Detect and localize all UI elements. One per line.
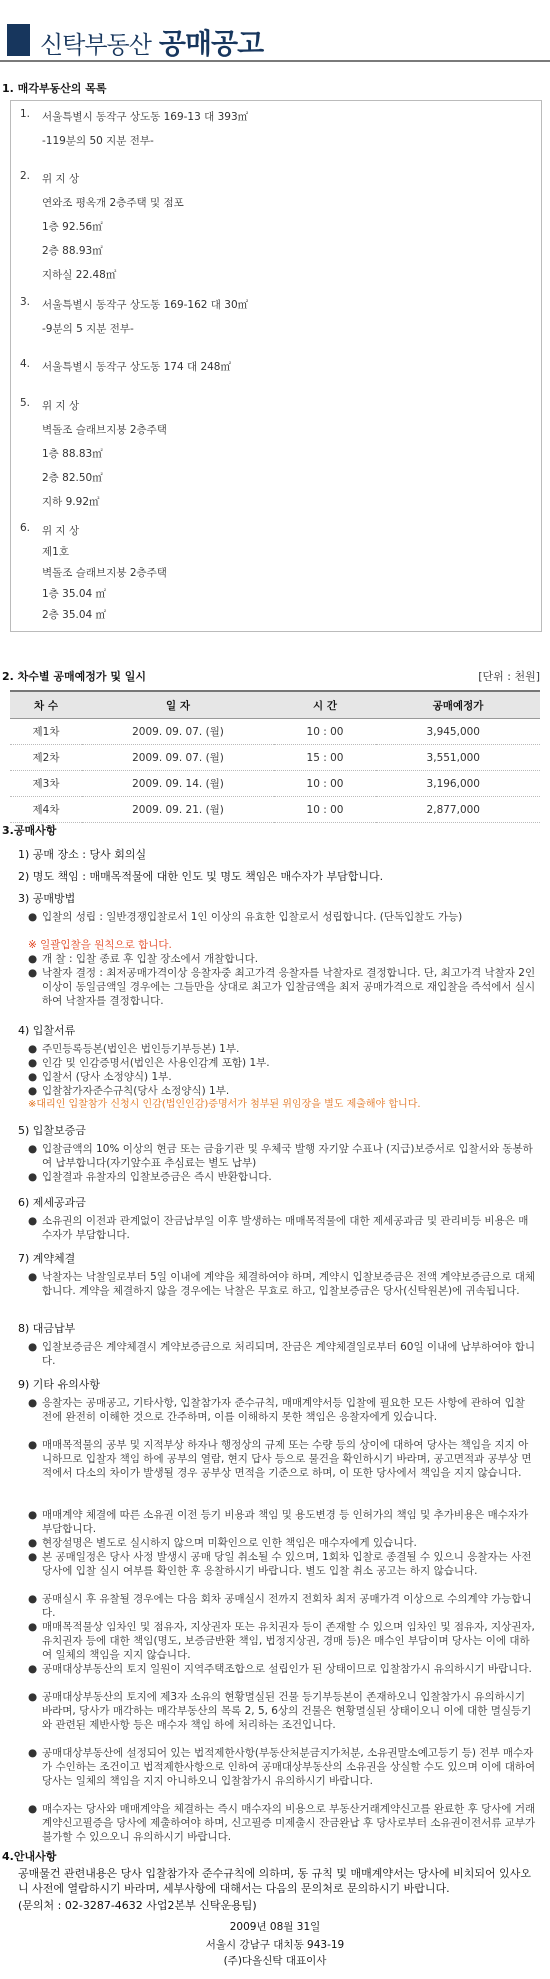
table-row (10, 797, 540, 823)
schedule-table (10, 692, 540, 823)
sub-taxes: 6) 제세공과금 (18, 1196, 86, 1209)
bullet-icon: ● (28, 1043, 38, 1055)
item-line: 1층 92.56㎡ (42, 221, 103, 233)
item-line: 지하 9.92㎡ (42, 496, 100, 508)
bullet-icon: ● (28, 1663, 38, 1675)
bullet-icon: ● (28, 1143, 38, 1155)
header (0, 0, 550, 60)
bullet-icon: ● (28, 1621, 38, 1633)
col-header: 차 수 (10, 692, 82, 719)
item-line: 서울특별시 동작구 상도동 169-13 대 393㎡ (42, 111, 249, 123)
sub-deposit: 5) 입찰보증금 (18, 1124, 86, 1137)
bullet-icon: ● (28, 1509, 38, 1521)
title-bold: 공매공고 (158, 27, 264, 60)
item-line: 2층 35.04 ㎡ (42, 609, 107, 621)
bullet-icon: ● (28, 1397, 38, 1409)
sub-venue: 1) 공매 장소 : 당사 회의실 (18, 848, 147, 861)
section2-title: 2. 차수별 공매예정가 및 일시 (2, 670, 147, 683)
footer-date: 2009년 08월 31일 (229, 1921, 321, 1933)
col-header: 공매예정가 (376, 692, 540, 719)
cell-date: 2009. 09. 21. (월) (82, 797, 274, 823)
guide-text: 공매물건 관련내용은 당사 입찰참가자 준수규칙에 의하며, 동 규칙 및 매매계약서는 당사에 비치되어 있사오니 사전에 열람하시기 바라며, 세부사항에 대해서는 다음의 문의처로 문의하시기 바랍니다. (18, 1867, 531, 1895)
cell-date: 2009. 09. 14. (월) (82, 771, 274, 797)
table-header-row (10, 692, 540, 719)
item-number: 2. (20, 170, 31, 182)
cell-time: 10 : 00 (274, 719, 376, 745)
item-line: 위 지 상 (42, 525, 80, 537)
item-line: 제1호 (42, 546, 69, 558)
cell-time: 15 : 00 (274, 745, 376, 771)
sub-payment: 8) 대금납부 (18, 1322, 76, 1335)
page-title (40, 22, 263, 62)
cell-price: 3,945,000 (376, 719, 540, 745)
item-number: 6. (20, 522, 31, 534)
section1-title: 1. 매각부동산의 목록 (2, 82, 107, 95)
item-line: 서울특별시 동작구 상도동 174 대 248㎡ (42, 361, 231, 373)
contact-info: (문의처 : 02-3287-4632 사업2본부 신탁운용팀) (18, 1899, 257, 1912)
bullet-icon: ● (28, 1085, 38, 1097)
item-line: 서울특별시 동작구 상도동 169-162 대 30㎡ (42, 299, 249, 311)
sub-method: 3) 공매방법 (18, 892, 76, 905)
bullet-icon: ● (28, 1171, 38, 1183)
cell-round: 제4차 (10, 797, 82, 823)
bullet-icon: ● (28, 911, 38, 923)
bullet-icon: ● (28, 1593, 38, 1605)
header-accent-bar (7, 24, 30, 56)
item-line: 위 지 상 (42, 173, 80, 185)
item-line: 지하실 22.48㎡ (42, 269, 117, 281)
section3-title: 3.공매사항 (2, 824, 57, 837)
sub-contract: 7) 계약체결 (18, 1252, 76, 1265)
cell-price: 2,877,000 (376, 797, 540, 823)
footer-address: 서울시 강남구 대치동 943-19 (205, 1939, 345, 1951)
item-number: 4. (20, 358, 31, 370)
bullet-icon: ● (28, 1537, 38, 1549)
bullet-icon: ● (28, 1071, 38, 1083)
bullet-icon: ● (28, 1057, 38, 1069)
item-line: 벽돌조 슬래브지붕 2층주택 (42, 567, 167, 579)
item-number: 5. (20, 397, 31, 409)
bullet-icon: ● (28, 1747, 38, 1759)
bullet-icon: ● (28, 953, 38, 965)
sub-notes: 9) 기타 유의사항 (18, 1378, 101, 1391)
table-row (10, 771, 540, 797)
item-line: 1층 88.83㎡ (42, 448, 103, 460)
unit-label: [단위 : 천원] (478, 670, 540, 683)
item-number: 1. (20, 108, 31, 120)
cell-round: 제1차 (10, 719, 82, 745)
item-line: 벽돌조 슬래브지붕 2층주택 (42, 424, 167, 436)
bullet-icon: ● (28, 1215, 38, 1227)
cell-round: 제3차 (10, 771, 82, 797)
cell-time: 10 : 00 (274, 771, 376, 797)
bullet-icon: ● (28, 967, 38, 979)
col-header: 시 간 (274, 692, 376, 719)
table-row (10, 745, 540, 771)
item-line: 2층 82.50㎡ (42, 472, 103, 484)
bullet-icon: ● (28, 1341, 38, 1353)
header-divider (0, 60, 550, 62)
bullet-icon: ● (28, 1271, 38, 1283)
cell-price: 3,196,000 (376, 771, 540, 797)
bullet-icon: ● (28, 1691, 38, 1703)
cell-time: 10 : 00 (274, 797, 376, 823)
item-line: -119분의 50 지분 전부- (42, 135, 154, 147)
col-header: 일 자 (82, 692, 274, 719)
cell-price: 3,551,000 (376, 745, 540, 771)
item-line: 1층 35.04 ㎡ (42, 588, 107, 600)
bullet-icon: ● (28, 1551, 38, 1563)
sub-eviction: 2) 명도 책임 : 매매목적물에 대한 인도 및 명도 책임은 매수자가 부담합니다. (18, 870, 384, 883)
item-line: 연와조 평옥개 2층주택 및 점포 (42, 197, 184, 209)
sub-documents: 4) 입찰서류 (18, 1024, 76, 1037)
bullet-icon: ● (28, 1439, 38, 1451)
section4-title: 4.안내사항 (2, 1850, 57, 1863)
cell-round: 제2차 (10, 745, 82, 771)
bullet-icon: ● (28, 1803, 38, 1815)
item-line: 2층 88.93㎡ (42, 245, 103, 257)
cell-date: 2009. 09. 07. (월) (82, 745, 274, 771)
item-number: 3. (20, 296, 31, 308)
footer-company: (주)다올신탁 대표이사 (223, 1955, 327, 1967)
item-line: 위 지 상 (42, 400, 80, 412)
cell-date: 2009. 09. 07. (월) (82, 719, 274, 745)
item-line: -9분의 5 지분 전부- (42, 323, 134, 335)
title-light: 신탁부동산 (40, 31, 151, 59)
table-row (10, 719, 540, 745)
